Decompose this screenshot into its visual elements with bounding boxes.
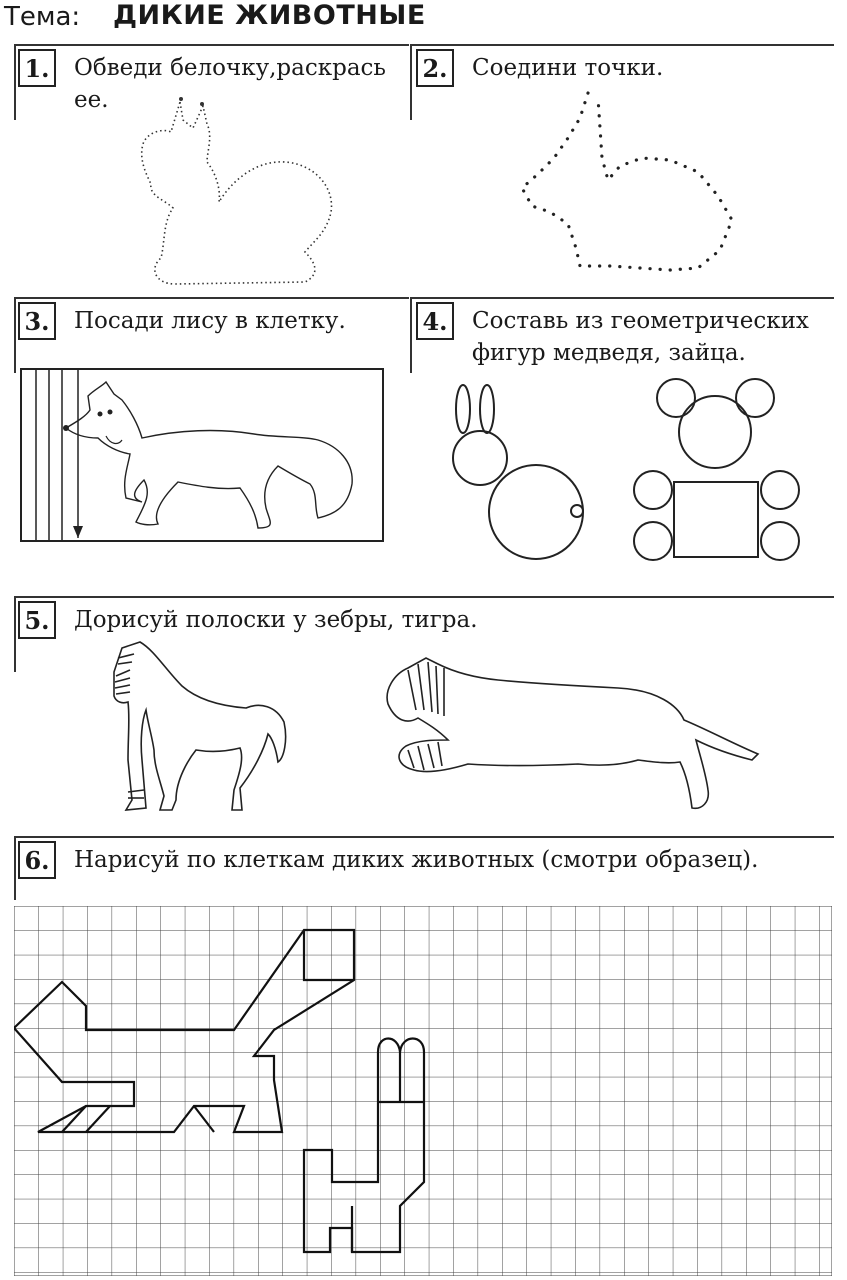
task-text-4: Составь из геометрических фигур медведя, зайца. [472,308,809,366]
squirrel-dotted-outline [135,92,345,292]
task-number-4: 4. [416,302,454,340]
divider [14,44,409,46]
divider [14,44,16,120]
task-number-6: 6. [18,841,56,879]
task-number-5: 5. [18,601,56,639]
divider [14,297,409,299]
divider [14,596,834,598]
zebra-outline [100,640,300,820]
task-text-3: Посади лису в клетку. [74,308,346,334]
divider [14,596,16,672]
divider [410,44,834,46]
topic-label: Тема: [4,2,81,32]
divider [410,44,412,120]
divider [410,297,834,299]
divider [410,297,412,373]
connect-the-dots-rabbit [510,88,745,283]
tiger-outline [378,650,768,815]
geometric-shapes-bear-hare [440,375,810,565]
divider [14,297,16,373]
divider [14,836,834,838]
task-text-6: Нарисуй по клеткам диких животных (смотри образец). [74,847,759,873]
divider [14,836,16,900]
task-number-1: 1. [18,49,56,87]
fox-cage-drawing [18,366,386,544]
task-text-2: Соедини точки. [472,55,664,81]
task-text-1: Обведи белочку,раскрась ее. [74,55,386,113]
task-number-2: 2. [416,49,454,87]
drawing-grid [14,906,832,1276]
task-number-3: 3. [18,302,56,340]
topic-title: ДИКИЕ ЖИВОТНЫЕ [113,0,426,31]
task-text-5: Дорисуй полоски у зебры, тигра. [74,607,478,633]
